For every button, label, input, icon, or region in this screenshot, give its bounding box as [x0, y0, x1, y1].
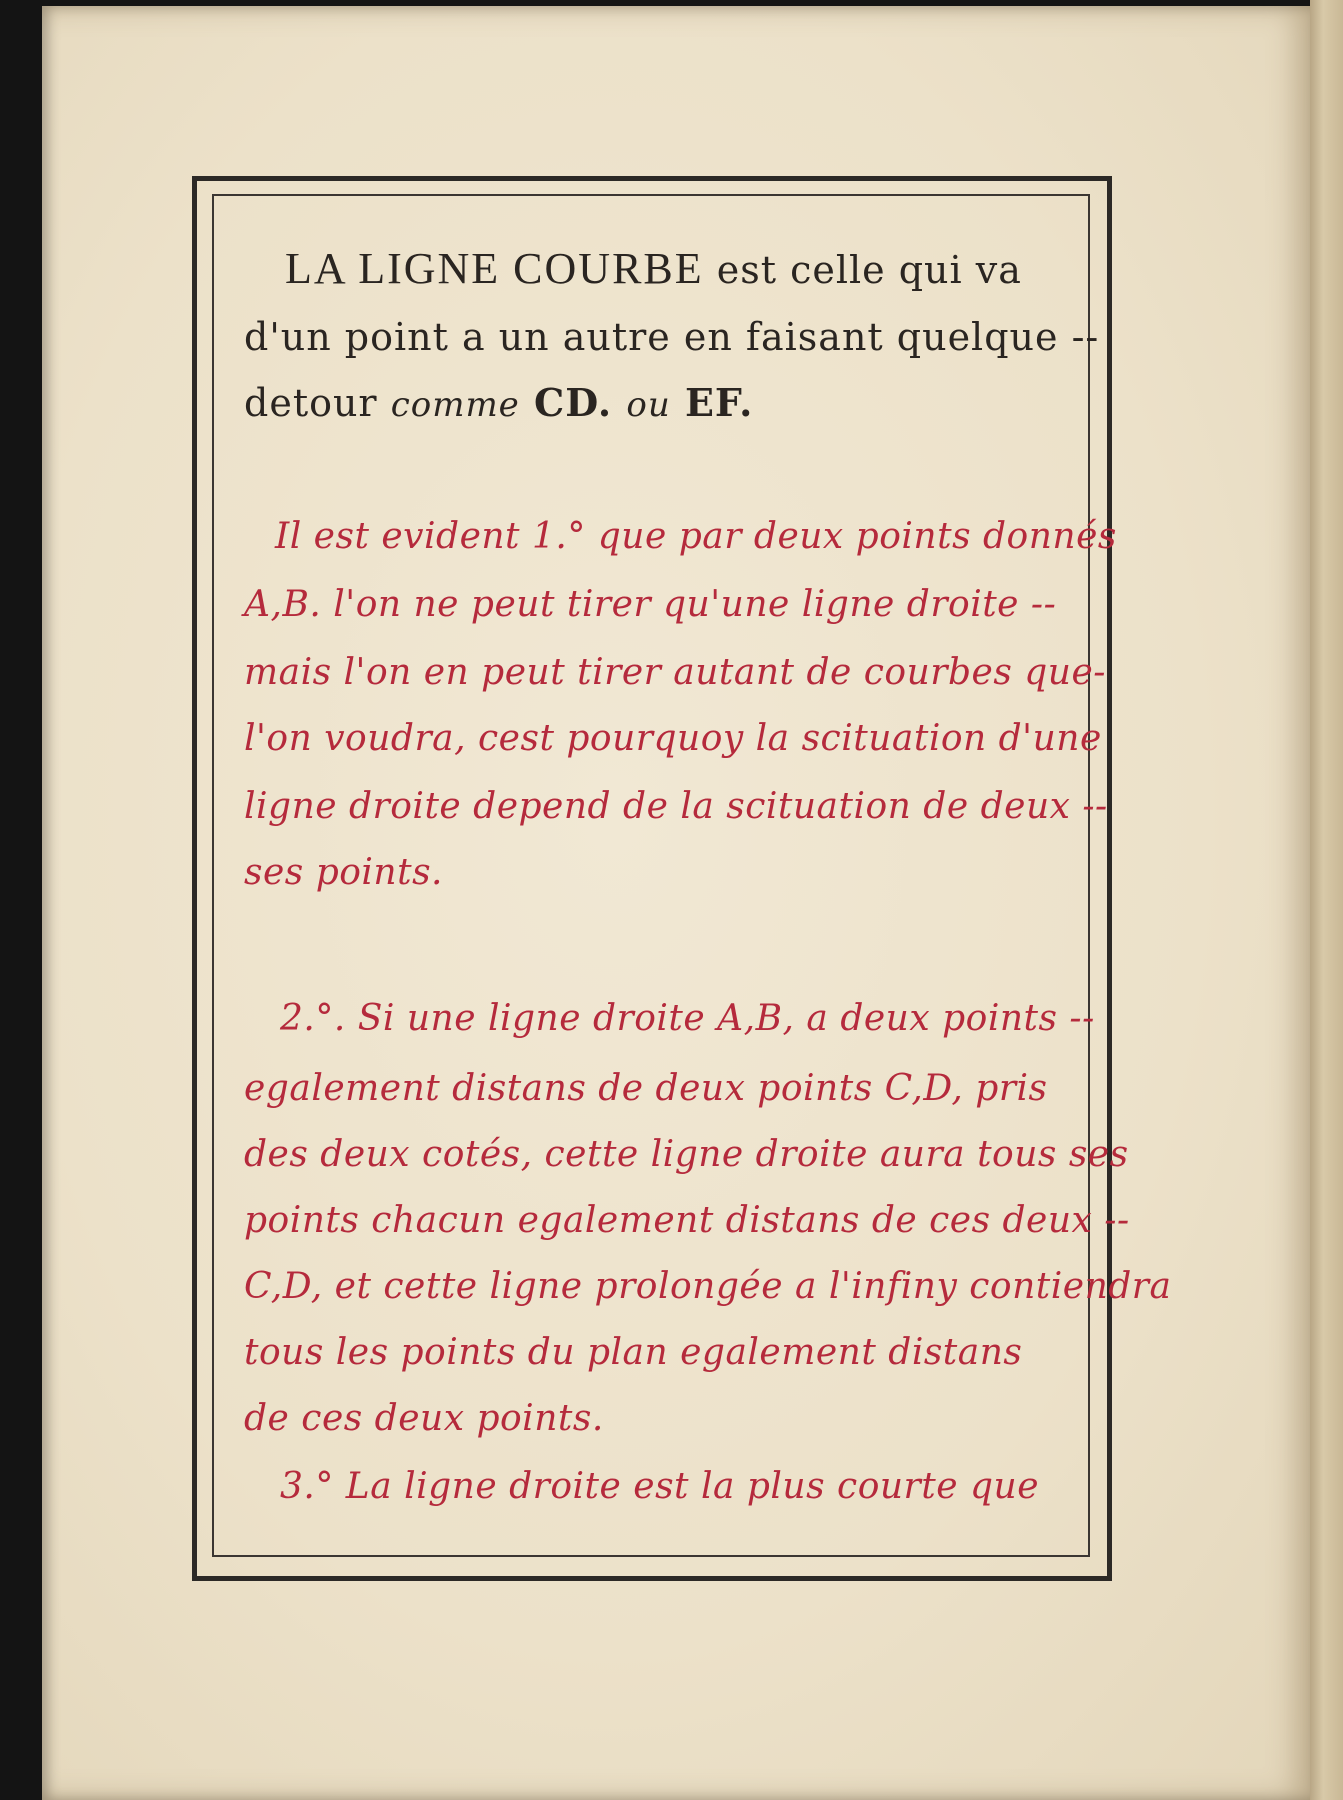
heading-line-2: d'un point a un autre en faisant quelque -- [244, 315, 1100, 359]
para2-line-4: points chacun egalement distans de ces deux -- [244, 1200, 1130, 1241]
heading-line-3-b: CD. [519, 380, 627, 425]
heading-line-3 [244, 380, 753, 425]
para2-line-3: des deux cotés, cette ligne droite aura tous ses [244, 1134, 1129, 1175]
para1-line-6: ses points. [244, 852, 443, 893]
para1-line-4: l'on voudra, cest pourquoy la scituation d'une [244, 718, 1102, 759]
para3-line-1: 3.° La ligne droite est la plus courte que [280, 1466, 1040, 1507]
para2-line-5: C,D, et cette ligne prolongée a l'infiny contiendra [244, 1266, 1172, 1307]
para2-line-6: tous les points du plan egalement distans [244, 1332, 1023, 1373]
heading-line-3-c: EF. [670, 380, 754, 425]
heading-title: LA LIGNE COURBE [285, 244, 704, 293]
para1-line-2: A,B. l'on ne peut tirer qu'une ligne droite -- [244, 584, 1057, 625]
para1-line-1: Il est evident 1.° que par deux points donnés [275, 516, 1117, 557]
para1-line-3: mais l'on en peut tirer autant de courbes que- [244, 652, 1106, 693]
para1-line-5: ligne droite depend de la scituation de deux -- [244, 786, 1108, 827]
heading-line-3-a: detour [244, 381, 391, 425]
heading-line-1 [285, 243, 1022, 294]
heading-line-3-comme: comme [390, 385, 520, 425]
page-edge [1310, 0, 1343, 1800]
heading-line-1-text: est celle qui va [703, 248, 1022, 292]
para2-line-2: egalement distans de deux points C,D, pris [244, 1068, 1048, 1109]
para2-line-1: 2.°. Si une ligne droite A,B, a deux points -- [280, 998, 1095, 1039]
heading-line-3-ou: ou [626, 385, 671, 425]
para2-line-7: de ces deux points. [244, 1398, 604, 1439]
